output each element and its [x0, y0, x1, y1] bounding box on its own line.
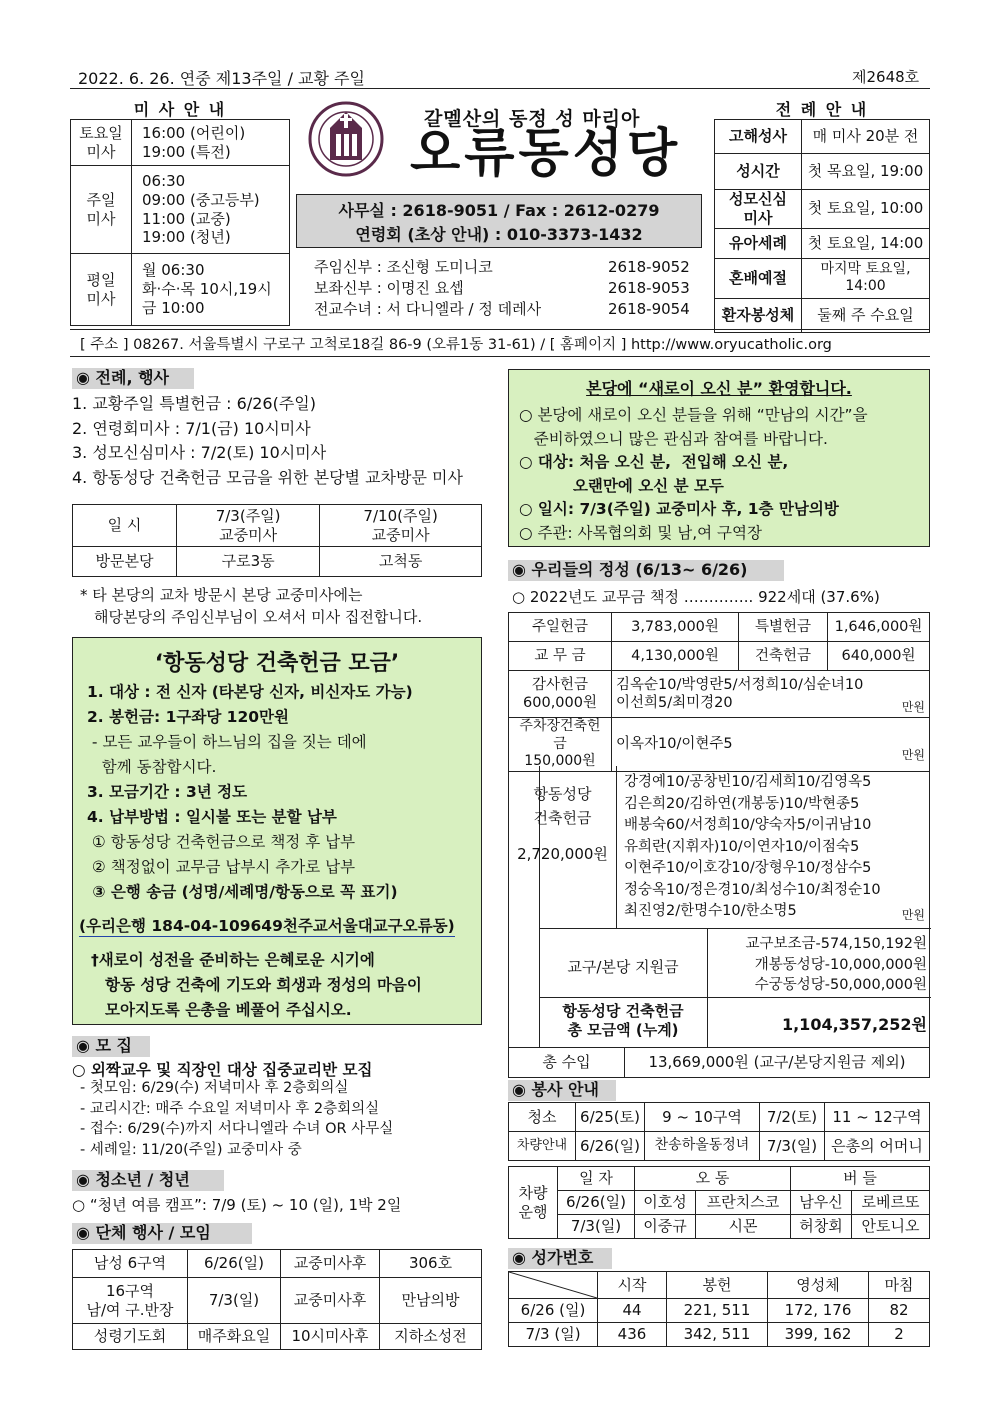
- group-row3-name: 성령기도회: [73, 1324, 188, 1350]
- offering-special-value: 1,646,000원: [828, 613, 930, 642]
- parish-name: 오류동성당: [410, 124, 682, 184]
- thanks-unit: 만원: [901, 700, 925, 714]
- thanks-offering-label: 감사헌금 600,000원: [509, 671, 612, 718]
- offering-sunday-value: 3,783,000원: [612, 613, 739, 642]
- car-schedule-table: [508, 1166, 930, 1239]
- recruit-line-3: - 접수: 6/29(수)까지 서다니엘라 수녀 OR 사무실: [80, 1121, 394, 1137]
- visit-date-1: 7/3(주일) 교중미사: [177, 505, 320, 547]
- mass-times-sunday: 06:30 09:00 (중고등부) 11:00 (교중) 19:00 (청년): [132, 166, 290, 254]
- parking-offering-names: 이옥자10/이현주5: [616, 736, 733, 753]
- car-head-odong: 오 동: [635, 1167, 791, 1191]
- clergy-sisters: 전교수녀 : 서 다니엘라 / 정 데레사: [314, 300, 542, 318]
- offering-special-label: 특별헌금: [739, 613, 828, 642]
- mass-label-saturday: 토요일 미사: [71, 120, 132, 166]
- fund-title: ‘항동성당 건축헌금 모금’: [154, 651, 400, 676]
- recruit-line-1: - 첫모임: 6/29(수) 저녁미사 후 2층회의실: [80, 1080, 349, 1096]
- hangdong-label-3: 2,720,000원: [517, 845, 608, 863]
- fund-line-4: 함께 동참합시다.: [87, 758, 217, 776]
- offering-dues-value: 4,130,000원: [612, 642, 739, 671]
- offering-dues-label: 교 무 금: [509, 642, 612, 671]
- parking-unit: 만원: [901, 747, 925, 762]
- building-fund-box: [72, 637, 482, 1025]
- fund-line-3: - 모든 교우들이 하느님의 집을 짓는 데에: [87, 733, 367, 751]
- mass-label-sunday: 주일 미사: [71, 166, 132, 254]
- recruit-details: [80, 1078, 393, 1160]
- welcome-line-2: 준비하였으니 많은 관심과 참여를 바랍니다.: [519, 429, 828, 448]
- hymns-head-offertory: 봉헌: [667, 1272, 768, 1299]
- visit-table: [72, 504, 482, 577]
- liturgy-label-wedding: 혼배예절: [715, 258, 802, 298]
- liturgy-label-confession: 고해성사: [715, 120, 802, 154]
- group-row2-name: 16구역 남/여 구.반장: [73, 1278, 188, 1324]
- total-label: 항동성당 건축헌금 총 모금액 (누계): [562, 1002, 684, 1039]
- fund-prayer-3: 모아지도록 은총을 베풀어 주십시오.: [105, 1001, 352, 1019]
- liturgy-value-marian-mass: 첫 토요일, 10:00: [802, 190, 930, 229]
- date-line: 2022. 6. 26. 연중 제13주일 / 교황 주일: [78, 69, 365, 88]
- liturgy-label-sick-communion: 환자봉성체: [715, 298, 802, 332]
- income-value: 13,669,000원 (교구/본당지원금 제외): [625, 1048, 930, 1078]
- car-row1-odong-baptism: 프란치스코: [696, 1191, 791, 1215]
- liturgy-value-holy-hour: 첫 목요일, 19:00: [802, 154, 930, 190]
- liturgy-info-title: 전 례 안 내: [775, 100, 869, 119]
- hymns-row1-date: 6/26 (일): [509, 1299, 598, 1323]
- hymns-head-entrance: 시작: [598, 1272, 667, 1299]
- clergy-assistant: 보좌신부 : 이명진 요셉: [314, 279, 464, 297]
- recruit-line-2: - 교리시간: 매주 수요일 저녁미사 후 2층회의실: [80, 1100, 380, 1117]
- hymns-row1-recessional: 82: [869, 1299, 930, 1323]
- car-row2-beodeul-name: 허창회: [790, 1215, 851, 1239]
- issue-number: 제2648호: [852, 68, 920, 86]
- service-heading: ◉ 봉사 안내: [508, 1080, 599, 1101]
- group-row2-place: 만남의방: [380, 1278, 482, 1324]
- car-row2-date: 7/3(일): [558, 1215, 635, 1239]
- service-cleaning-zone2: 11 ~ 12구역: [825, 1103, 930, 1132]
- car-label: 차량 운행: [509, 1167, 558, 1239]
- fund-line-7: ① 항동성당 건축헌금으로 책정 후 납부: [87, 833, 356, 851]
- event-item-4: 4. 항동성당 건축헌금 모금을 위한 본당별 교차방문 미사: [72, 467, 463, 487]
- mass-info-table: [70, 119, 290, 326]
- mass-info-title: 미 사 안 내: [133, 100, 227, 119]
- fund-line-2: 2. 봉헌금: 1구좌당 120만원: [87, 708, 289, 726]
- events-heading: ◉ 전례, 행사: [72, 368, 169, 389]
- hangdong-block: [508, 766, 930, 1048]
- office-phone: 사무실 : 2618-9051 / Fax : 2612-0279: [338, 201, 660, 220]
- hymns-head-recessional: 마침: [869, 1272, 930, 1299]
- recruit-line-4: - 세례일: 11/20(주일) 교중미사 중: [80, 1141, 302, 1158]
- fund-account: (우리은행 184-04-109649천주교서울대교구오류동): [79, 914, 455, 937]
- group-row1-name: 남성 6구역: [73, 1250, 188, 1278]
- fund-line-1: 1. 대상 : 전 신자 (타본당 신자, 비신자도 가능): [87, 683, 413, 701]
- clergy-sisters-phone: 2618-9054: [608, 300, 690, 318]
- service-cleaning-date2: 7/2(토): [760, 1103, 825, 1132]
- welcome-line-3: ○ 대상: 처음 오신 분, 전입해 오신 분,: [519, 453, 789, 471]
- offerings-detail-table: [508, 670, 930, 772]
- service-cleaning-label: 청소: [509, 1103, 576, 1132]
- visit-note-1: * 타 본당의 교차 방문시 본당 교중미사에는: [80, 586, 363, 604]
- offering-building-value: 640,000원: [828, 642, 930, 671]
- clergy-list: [314, 257, 694, 320]
- support-label: 교구/본당 지원금: [567, 958, 679, 976]
- car-row1-beodeul-name: 남우신: [790, 1191, 851, 1215]
- fund-line-5: 3. 모금기간 : 3년 정도: [87, 783, 248, 801]
- visit-date-label: 일 시: [73, 505, 177, 547]
- offerings-table: [508, 612, 930, 671]
- event-item-3: 3. 성모신심미사 : 7/2(토) 10시미사: [72, 443, 327, 462]
- thanks-offering-names: 김옥순10/박영란5/서정희10/심순녀10 이선희5/최미경20: [616, 676, 864, 711]
- hymns-row1-offertory: 221, 511: [667, 1299, 768, 1323]
- event-item-2: 2. 연령회미사 : 7/1(금) 10시미사: [72, 418, 311, 438]
- service-table: [508, 1102, 930, 1161]
- car-row2-odong-name: 이중규: [635, 1215, 696, 1239]
- service-car-guide-label: 차량안내: [509, 1132, 576, 1161]
- liturgy-label-marian-mass: 성모신심 미사: [715, 190, 802, 229]
- welcome-title: 본당에 “새로이 오신 분” 환영합니다.: [586, 379, 852, 398]
- offering-building-label: 건축헌금: [739, 642, 828, 671]
- liturgy-label-infant-baptism: 유아세례: [715, 228, 802, 258]
- welcome-line-6: ○ 주관: 사목협의회 및 남,여 구역장: [519, 523, 762, 542]
- recruit-heading: ◉ 모 집: [72, 1036, 132, 1057]
- support-values: 교구보조금-574,150,192원 개봉동성당-10,000,000원 수궁동성당-50,000,000원: [745, 936, 927, 993]
- groups-heading: ◉ 단체 행사 / 모임: [72, 1223, 211, 1244]
- visit-note-2: 해당본당의 주임신부님이 오셔서 미사 집전합니다.: [94, 608, 423, 626]
- hymns-heading: ◉ 성가번호: [508, 1248, 593, 1269]
- liturgy-info-table: [714, 119, 930, 333]
- parish-subtitle: 갈멜산의 동정 성 마리아: [424, 108, 641, 130]
- total-value: 1,104,357,252원: [781, 1015, 927, 1034]
- hymns-row2-date: 7/3 (일): [509, 1323, 598, 1347]
- hymns-row2-offertory: 342, 511: [667, 1323, 768, 1347]
- group-row1-date: 6/26(일): [188, 1250, 281, 1278]
- hymns-row2-recessional: 2: [869, 1323, 930, 1347]
- budget-line: ○ 2022년도 교무금 책정 ………….. 922세대 (37.6%): [512, 588, 880, 606]
- mass-times-weekday: 월 06:30 화·수·목 10시,19시 금 10:00: [132, 254, 290, 326]
- fund-line-6: 4. 납부방법 : 일시불 또는 분할 납부: [87, 808, 337, 826]
- group-row1-time: 교중미사후: [281, 1250, 380, 1278]
- income-label: 총 수입: [509, 1048, 625, 1078]
- parish-logo: [302, 100, 398, 178]
- hangdong-label-2: 건축헌금: [533, 809, 592, 827]
- hymns-row1-entrance: 44: [598, 1299, 667, 1323]
- liturgy-value-wedding: 마지막 토요일, 14:00: [802, 258, 930, 298]
- hymns-head-communion: 영성체: [768, 1272, 869, 1299]
- hangdong-label-1: 항동성당: [533, 785, 592, 803]
- youth-heading: ◉ 청소년 / 청년: [72, 1170, 190, 1191]
- event-item-1: 1. 교황주일 특별헌금 : 6/26(주일): [72, 394, 316, 413]
- fund-line-9: ③ 은행 송금 (성명/세례명/항동으로 꼭 표기): [87, 883, 398, 901]
- service-cleaning-zone1: 9 ~ 10구역: [645, 1103, 760, 1132]
- recruit-title: ○ 외짝교우 및 직장인 대상 집중교리반 모집: [72, 1061, 373, 1079]
- liturgy-value-confession: 매 미사 20분 전: [802, 120, 930, 154]
- clergy-assistant-phone: 2618-9053: [608, 279, 690, 297]
- events-list: [72, 392, 463, 490]
- income-table: [508, 1047, 930, 1078]
- car-row1-date: 6/26(일): [558, 1191, 635, 1215]
- visit-parish-1: 구로3동: [177, 547, 320, 577]
- welcome-box: [508, 369, 930, 547]
- group-row1-place: 306호: [380, 1250, 482, 1278]
- groups-table: [72, 1249, 482, 1350]
- visit-date-2: 7/10(주일) 교중미사: [320, 505, 482, 547]
- hymns-row2-communion: 399, 162: [768, 1323, 869, 1347]
- hangdong-unit: 만원: [901, 908, 925, 922]
- fund-prayer-2: 항동 성당 건축에 기도와 희생과 정성의 마음이: [105, 976, 422, 994]
- funeral-contact: 연령회 (초상 안내) : 010-3373-1432: [355, 225, 643, 244]
- liturgy-label-holy-hour: 성시간: [715, 154, 802, 190]
- liturgy-value-infant-baptism: 첫 토요일, 14:00: [802, 228, 930, 258]
- group-row2-time: 교중미사후: [281, 1278, 380, 1324]
- group-row3-place: 지하소성전: [380, 1324, 482, 1350]
- visit-parish-2: 고척동: [320, 547, 482, 577]
- office-contact-box: [296, 194, 702, 248]
- hangdong-names: 강경예10/공창빈10/김세희10/김영옥5 김은희20/김하연(개봉동)10/박현종5 배봉숙60/서정희10/양숙자5/이귀남10 유희란(지휘자)10/이연자10/이점숙5 이현주10/이호강10/장형우10/정삼수5 정숭옥10/정은경10/최성수10/최정순10 최진영2/한명수10/한소명5: [624, 774, 881, 919]
- offerings-heading: ◉ 우리들의 정성 (6/13~ 6/26): [508, 560, 748, 581]
- group-row2-date: 7/3(일): [188, 1278, 281, 1324]
- group-row3-time: 10시미사후: [281, 1324, 380, 1350]
- fund-line-8: ② 책정없이 교무금 납부시 추가로 납부: [87, 858, 356, 876]
- address-line: [ 주소 ] 08267. 서울특별시 구로구 고척로18길 86-9 (오류1동 31-61) / [ 홈페이지 ] http://www.oryucatholic.org: [80, 337, 832, 353]
- youth-camp: ○ “청년 여름 캠프”: 7/9 (토) ~ 10 (일), 1박 2일: [72, 1196, 402, 1214]
- offering-sunday-label: 주일헌금: [509, 613, 612, 642]
- fund-prayer-1: †새로이 성전을 준비하는 은혜로운 시기에: [91, 951, 375, 969]
- clergy-pastor: 주임신부 : 조신형 도미니코: [314, 258, 493, 276]
- mass-label-weekday: 평일 미사: [71, 254, 132, 326]
- group-row3-date: 매주화요일: [188, 1324, 281, 1350]
- hymns-row1-communion: 172, 176: [768, 1299, 869, 1323]
- welcome-line-1: ○ 본당에 새로이 오신 분들을 위해 “만남의 시간”을: [519, 406, 868, 424]
- service-car-guide-group1: 찬송하올동정녀: [645, 1132, 760, 1161]
- mass-times-saturday: 16:00 (어린이) 19:00 (특전): [132, 120, 290, 166]
- hymns-corner: [509, 1272, 598, 1299]
- clergy-pastor-phone: 2618-9052: [608, 258, 690, 276]
- hymns-row2-entrance: 436: [598, 1323, 667, 1347]
- welcome-line-5: ○ 일시: 7/3(주일) 교중미사 후, 1층 만남의방: [519, 500, 839, 518]
- parking-offering-label: 주차장건축헌금 150,000원: [509, 718, 612, 772]
- service-car-guide-date1: 6/26(일): [576, 1132, 645, 1161]
- welcome-line-4: 오랜만에 오신 분 모두: [519, 476, 724, 495]
- liturgy-value-sick-communion: 둘째 주 수요일: [802, 298, 930, 332]
- hymns-table: [508, 1271, 930, 1347]
- car-row1-beodeul-baptism: 로베르또: [852, 1191, 930, 1215]
- car-row2-beodeul-baptism: 안토니오: [852, 1215, 930, 1239]
- car-row2-odong-baptism: 시몬: [696, 1215, 791, 1239]
- car-head-date: 일 자: [558, 1167, 635, 1191]
- service-cleaning-date1: 6/25(토): [576, 1103, 645, 1132]
- car-head-beodeul: 버 들: [790, 1167, 929, 1191]
- service-car-guide-group2: 은총의 어머니: [825, 1132, 930, 1161]
- car-row1-odong-name: 이호성: [635, 1191, 696, 1215]
- service-car-guide-date2: 7/3(일): [760, 1132, 825, 1161]
- visit-parish-label: 방문본당: [73, 547, 177, 577]
